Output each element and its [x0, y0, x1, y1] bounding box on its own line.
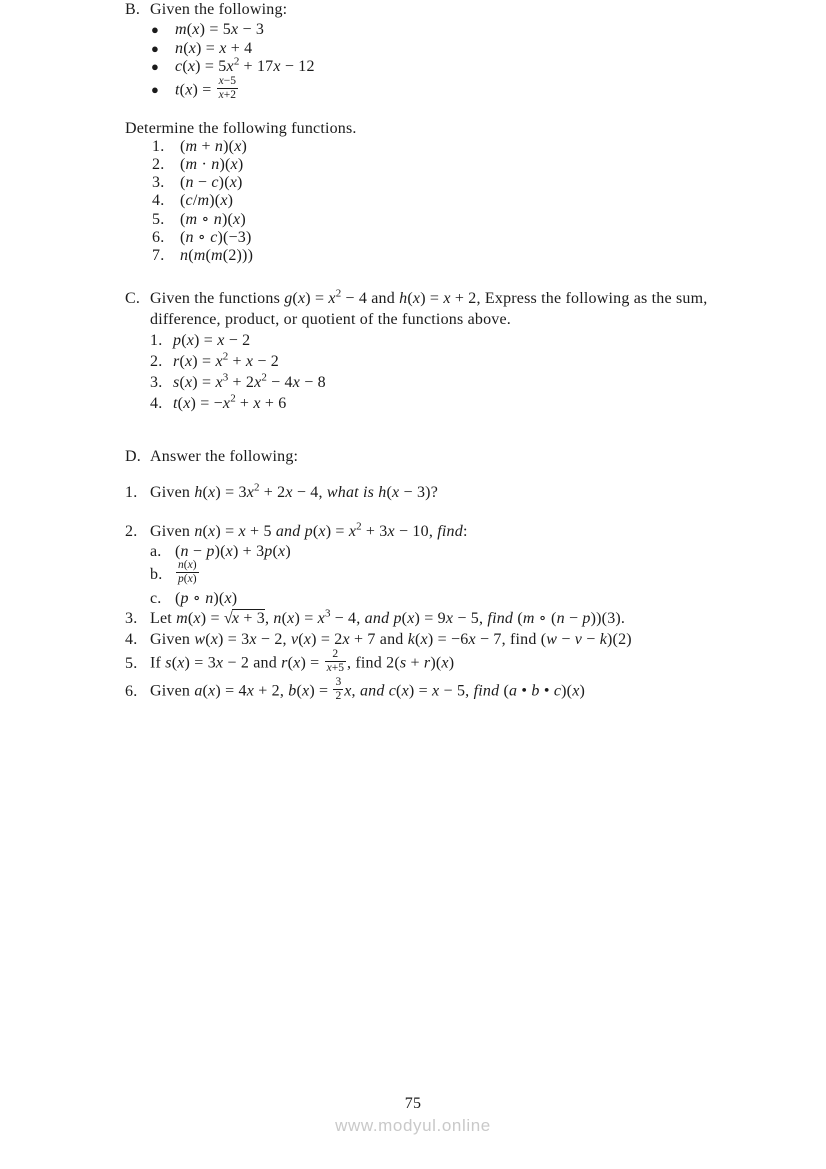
- item-number: 3.: [152, 174, 165, 192]
- determine-item-6: [125, 229, 765, 247]
- worksheet-content: [125, 0, 765, 706]
- item-number: 1.: [152, 137, 165, 155]
- item-number: 5.: [125, 655, 138, 673]
- d-item-4: [125, 629, 765, 650]
- determine-list: [125, 138, 765, 266]
- item-number: 6.: [152, 228, 165, 246]
- section-d-list: [125, 482, 765, 706]
- item-number: 7.: [152, 247, 165, 265]
- section-b-function-list: [125, 21, 765, 105]
- math-expression: (n − c)(x): [180, 174, 243, 192]
- math-expression: (p ∘ n)(x): [175, 589, 238, 607]
- function-item-4: [125, 74, 765, 105]
- math-expression: (n − p)(x) + 3p(x): [175, 542, 291, 560]
- item-number: 4.: [152, 192, 165, 210]
- determine-title: Determine the following functions.: [125, 119, 357, 137]
- section-d-letter: D.: [125, 447, 141, 465]
- section-d-heading: [125, 446, 765, 467]
- d-item-1: [125, 482, 765, 503]
- determine-item-5: [125, 211, 765, 229]
- math-expression: $r(x) = x^2 + x - 2$: [173, 350, 280, 370]
- function-item-1: [125, 21, 765, 40]
- c-item-2: [125, 351, 765, 372]
- math-expression: $\frac{n(x)}{p(x)}$: [178, 558, 197, 586]
- determine-item-2: [125, 156, 765, 174]
- math-expression: $c(x) = 5x^2 + 17x - 12$: [175, 55, 315, 75]
- item-number: 1.: [125, 483, 138, 501]
- determine-item-7: [125, 247, 765, 265]
- math-expression: Given a(x) = 4x + 2, b(x) = $\frac{3}{2}$ x, and c(x) = x − 5, find (a • b • c)(x): [150, 675, 586, 703]
- math-expression: p(x) = x − 2: [173, 331, 251, 349]
- d-item-2-sub-c: [125, 589, 765, 608]
- item-number: 2.: [125, 522, 138, 540]
- determine-item-4: [125, 192, 765, 210]
- math-expression: m(x) = 5x − 3: [175, 21, 265, 38]
- item-number: 4.: [125, 630, 138, 648]
- page-number: 75: [404, 1095, 422, 1112]
- math-expression: Given w(x) = 3x − 2, v(x) = 2x + 7 and k(x) = −6x − 7, find (w − v − k)(2): [150, 630, 632, 648]
- math-expression: If s(x) = 3x − 2 and r(x) = $\frac{2}{x+5}$ , find 2(s + r)(x): [150, 647, 455, 675]
- math-expression: n(m(m(2))): [180, 247, 254, 265]
- item-letter: a.: [150, 542, 162, 560]
- math-expression: (c/m)(x): [180, 192, 234, 210]
- c-item-4: [125, 393, 765, 414]
- item-number: 2.: [152, 155, 165, 173]
- item-number: 1.: [150, 331, 163, 349]
- item-number: 5.: [152, 210, 165, 228]
- section-b-heading: [125, 0, 765, 19]
- d-item-2-sublist: [125, 542, 765, 608]
- function-item-3: [125, 55, 765, 77]
- section-d-title: Answer the following:: [150, 447, 299, 465]
- c-item-3: [125, 372, 765, 393]
- bullet-icon: ●: [151, 82, 160, 98]
- d-item-3: [125, 608, 765, 629]
- math-expression: Let m(x) = √x + 3, $n(x) = x^3 - 4$, and p(x) = 9x − 5, find (m ∘ (n − p))(3).: [150, 607, 626, 627]
- math-expression: n(x) = x + 4: [175, 39, 253, 57]
- item-number: 3.: [150, 373, 163, 391]
- section-c-intro: Given the functions $g(x) = x^2 - 4$ and h(x) = x + 2, Express the following as the sum, difference, product, or quotient of the functions above.: [150, 287, 708, 328]
- math-expression: Given n(x) = x + 5 and $p(x) = x^2 + 3x - 10$, find:: [150, 520, 468, 540]
- math-expression: (n ∘ c)(−3): [180, 228, 252, 246]
- section-b-letter: B.: [125, 1, 141, 18]
- d-item-6: [125, 675, 765, 706]
- math-expression: Given $h(x) = 3x^2 + 2x - 4$, what is h(x − 3)?: [150, 481, 438, 501]
- c-item-1: [125, 330, 765, 351]
- math-expression: (m + n)(x): [180, 137, 248, 155]
- function-item-2: [125, 40, 765, 59]
- section-c-list: [125, 330, 765, 414]
- math-expression: t(x) = $\frac{x-5}{x+2}$: [175, 74, 237, 101]
- section-c-heading: [125, 288, 738, 330]
- section-c-letter: C.: [125, 289, 141, 307]
- item-letter: b.: [150, 566, 163, 584]
- bullet-icon: ●: [151, 40, 160, 56]
- watermark: www.modyul.online: [335, 1116, 491, 1135]
- section-b-title: Given the following:: [150, 1, 288, 18]
- item-number: 2.: [150, 352, 163, 370]
- d-item-2-sub-b: [125, 558, 765, 589]
- item-number: 4.: [150, 394, 163, 412]
- d-item-2: [125, 521, 765, 542]
- math-expression: (m ∘ n)(x): [180, 210, 246, 228]
- math-expression: $s(x) = x^3 + 2x^2 - 4x - 8$: [173, 371, 326, 391]
- d-item-2-sub-a: [125, 542, 765, 561]
- determine-item-3: [125, 174, 765, 192]
- determine-item-1: [125, 138, 765, 156]
- d-item-5: [125, 647, 765, 678]
- bullet-icon: ●: [151, 59, 160, 74]
- math-expression: $t(x) = -x^2 + x + 6$: [173, 392, 287, 412]
- math-expression: (m · n)(x): [180, 155, 244, 173]
- item-number: 6.: [125, 683, 138, 701]
- bullet-icon: ●: [151, 22, 160, 37]
- item-letter: c.: [150, 589, 162, 607]
- item-number: 3.: [125, 609, 138, 627]
